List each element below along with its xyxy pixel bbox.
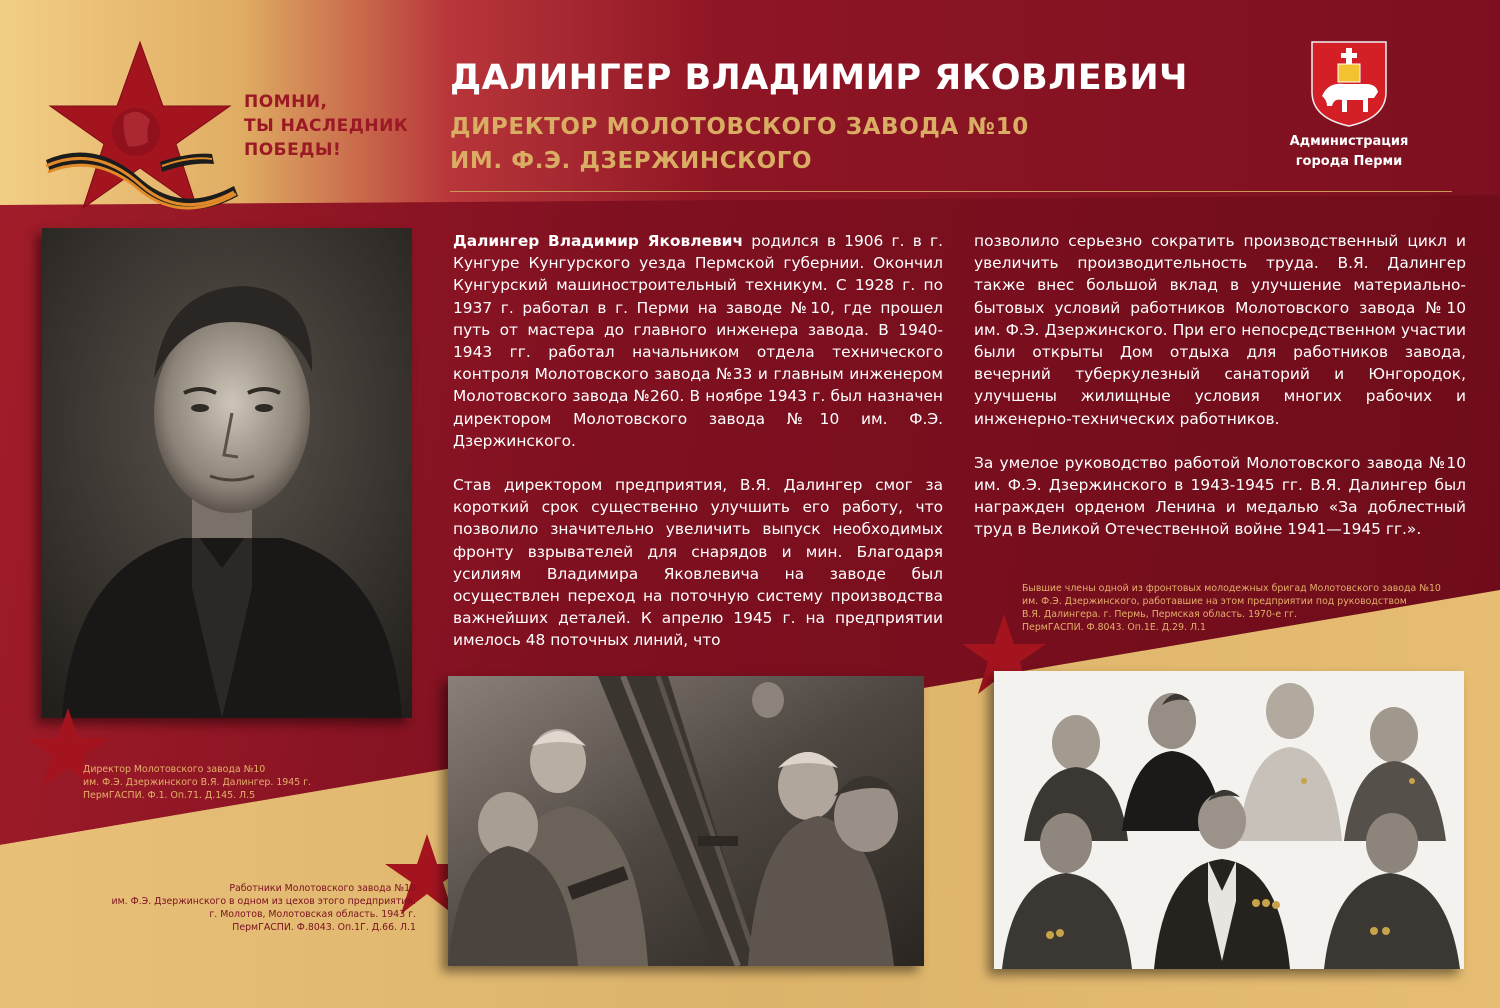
page-title: ДАЛИНГЕР ВЛАДИМИР ЯКОВЛЕВИЧ (450, 58, 1188, 98)
admin-line: Администрация (1289, 134, 1409, 149)
page-subtitle (450, 110, 1029, 178)
paragraph-2: Став директором предприятия, В.Я. Далингер смог за короткий срок существенно улучшить его работу, что позволило значительно увеличить выпуск необходимых фронту взрывателей для снарядов и мин. Благодаря усилиям Владимира Яковлевича на заводе был осуществлен переход на поточную систему производства важнейших деталей. К апрелю 1945 г. на предприятии имелось 48 поточных линий, что (453, 476, 943, 650)
caption-line: г. Молотов, Молотовская область. 1943 г. (209, 909, 416, 920)
person-name: Далингер Владимир Яковлевич (453, 232, 744, 250)
caption-line: Директор Молотовского завода №10 (83, 764, 266, 775)
slogan-line: ТЫ НАСЛЕДНИК (244, 116, 409, 136)
caption-line: им. Ф.Э. Дзержинского В.Я. Далингер. 1945 г. (83, 777, 312, 788)
administration-label (1268, 132, 1430, 172)
caption-line: ПермГАСПИ. Ф.8043. Оп.1Г. Д.66. Л.1 (232, 922, 416, 933)
paragraph-3: позволило серьезно сократить производственный цикл и увеличить производительность труда. В.Я. Далингер также внес большой вклад в улучшение материально-бытовых условий работников Молотовского завода №10 им. Ф.Э. Дзержинского. При его непосредственном участии были открыты Дом отдыха для работников завода, вечерний туберкулезный санаторий и Юнгородок, улучшены жилищные условия многих рабочих и инженерно-технических работников. (974, 232, 1466, 428)
admin-line: города Перми (1295, 154, 1403, 169)
subtitle-line: ДИРЕКТОР МОЛОТОВСКОГО ЗАВОДА №10 (450, 114, 1029, 140)
paragraph-1-text: родился в 1906 г. в г. Кунгуре Кунгурского уезда Пермской губернии. Окончил Кунгурский машиностроительный техникум. С 1928 г. по 1937 г. работал в г. Перми на заводе №10, где прошел путь от мастера до главного инженера завода. В 1940-1943 гг. работал начальником отдела технического контроля Молотовского завода №33 и главным инженером Молотовского завода №260. В ноябре 1943 г. был назначен директором Молотовского завода №10 им. Ф.Э. Дзержинского. (453, 232, 943, 450)
portrait-photo (42, 228, 412, 718)
caption-line: им. Ф.Э. Дзержинского в одном из цехов этого предприятия. (111, 896, 416, 907)
slogan (244, 90, 434, 162)
caption-line: ПермГАСПИ. Ф.8043. Оп.1Е. Д.29. Л.1 (1022, 622, 1206, 633)
paragraph-1 (453, 230, 943, 452)
caption-line: ПермГАСПИ. Ф.1. Оп.71. Д.145. Л.5 (83, 790, 256, 801)
caption-line: им. Ф.Э. Дзержинского, работавшие на этом предприятии под руководством (1022, 596, 1407, 607)
subtitle-line: ИМ. Ф.Э. ДЗЕРЖИНСКОГО (450, 148, 813, 174)
perm-coat-of-arms-icon (1310, 40, 1388, 128)
caption-line: Бывшие члены одной из фронтовых молодежных бригад Молотовского завода №10 (1022, 583, 1441, 594)
slogan-line: ПОБЕДЫ! (244, 140, 342, 160)
caption-line: В.Я. Далингера. г. Пермь, Пермская область. 1970-е гг. (1022, 609, 1297, 620)
biography-column-left (453, 230, 943, 652)
group-caption (1022, 582, 1441, 634)
slogan-line: ПОМНИ, (244, 92, 328, 112)
brigade-members-photo (994, 671, 1464, 969)
factory-workers-photo (448, 676, 924, 966)
workers-caption (60, 882, 416, 934)
victory-star-emblem-icon (40, 40, 240, 210)
biography-column-right (974, 230, 1466, 541)
paragraph-4: За умелое руководство работой Молотовского завода №10 им. Ф.Э. Дзержинского в 1943-1945 гг. В.Я. Далингер был награжден орденом Ленина и медалью «За доблестный труд в Великой Отечественной войне 1941—1945 гг.». (974, 453, 1466, 539)
portrait-caption (83, 763, 311, 802)
title-divider (450, 191, 1452, 192)
caption-line: Работники Молотовского завода №10 (229, 883, 416, 894)
